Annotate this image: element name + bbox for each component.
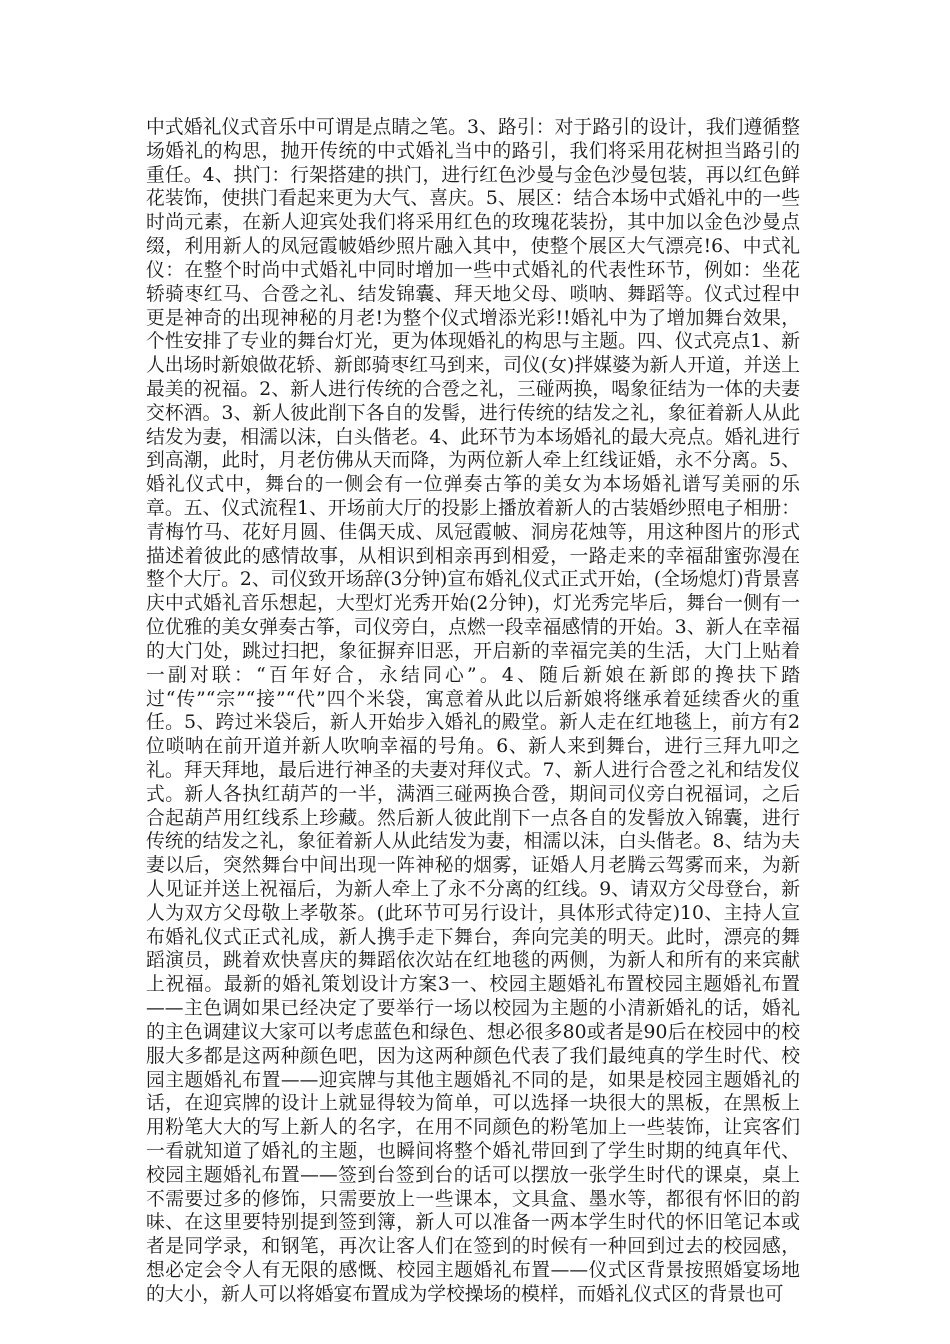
body-text: 中式婚礼仪式音乐中可谓是点睛之笔。3、路引：对于路引的设计，我们遵循整场婚礼的构思，抛开传统的中式婚礼当中的路引，我们将采用花树担当路引的重任。4、拱门：行架搭建的拱门，进行红色沙曼与金色沙曼包装，再以红色鲜花装饰，使拱门看起来更为大气、喜庆。5、展区：结合本场中式婚礼中的一些时尚元素，在新人迎宾处我们将采用红色的玫瑰花装扮，其中加以金色沙曼点缀，利用新人的凤冠霞帔婚纱照片融入其中，使整个展区大气漂亮!6、中式礼仪：在整个时尚中式婚礼中同时增加一些中式婚礼的代表性环节，例如：坐花轿骑枣红马、合卺之礼、结发锦囊、拜天地父母、唢呐、舞蹈等。仪式过程中更是神奇的出现神秘的月老!为整个仪式增添光彩!!婚礼中为了增加舞台效果，个性安排了专业的舞台灯光，更为体现婚礼的构思与主题。四、仪式亮点1、新人出场时新娘做花轿、新郎骑枣红马到来，司仪(女)拌媒婆为新人开道，并送上最美的祝福。2、新人进行传统的合卺之礼，三碰两换，喝象征结为一体的夫妻交杯酒。3、新人彼此削下各自的发髻，进行传统的结发之礼，象征着新人从此结发为妻，相濡以沫，白头偕老。4、此环节为本场婚礼的最大亮点。婚礼进行到高潮，此时，月老仿佛从天而降，为两位新人牵上红线证婚，永不分离。5、婚礼仪式中，舞台的一侧会有一位弹奏古筝的美女为本场婚礼谱写美丽的乐章。五、仪式流程1、开场前大厅的投影上播放着新人的古装婚纱照电子相册：青梅竹马、花好月圆、佳偶天成、凤冠霞帔、洞房花烛等，用这种图片的形式描述着彼此的感情故事，从相识到相亲再到相爱，一路走来的幸福甜蜜弥漫在整个大厅。2、司仪致开场辞(3分钟)宣布婚礼仪式正式开始，(全场熄灯)背景喜庆中式婚礼音乐想起，大型灯光秀开始(2分钟)，灯光秀完毕后，舞台一侧有一位优雅的美女弹奏古筝，司仪旁白，点燃一段幸福感情的开始。3、新人在幸福的大门处，跳过扫把，象征摒弃旧恶，开启新的幸福完美的生活，大门上贴着一副对联：“百年好合，永结同心”。4、随后新娘在新郎的搀扶下踏过“传”“宗”“接”“代”四个米袋，寓意着从此以后新娘将继承着延续香火的重任。5、跨过米袋后，新人开始步入婚礼的殿堂。新人走在红地毯上，前方有2位唢呐在前开道并新人吹响幸福的号角。6、新人来到舞台，进行三拜九叩之礼。拜天拜地，最后进行神圣的夫妻对拜仪式。7、新人进行合卺之礼和结发仪式。新人各执红葫芦的一半，满酒三碰两换合卺，期间司仪旁白祝福词，之后合起葫芦用红线系上珍藏。然后新人彼此削下一点各自的发髻放入锦囊，进行传统的结发之礼，象征着新人从此结发为妻，相濡以沫，白头偕老。8、结为夫妻以后，突然舞台中间出现一阵神秘的烟雾，证婚人月老腾云驾雾而来，为新人见证并送上祝福后，为新人牵上了永不分离的红线。9、请双方父母登台，新人为双方父母敬上孝敬茶。(此环节可另行设计，具体形式待定)10、主持人宣布婚礼仪式正式礼成，新人携手走下舞台，奔向完美的明天。此时，漂亮的舞蹈演员，跳着欢快喜庆的舞蹈依次站在红地毯的两侧，为新人和所有的来宾献上祝福。最新的婚礼策划设计方案3一、校园主题婚礼布置校园主题婚礼布置——主色调如果已经决定了要举行一场以校园为主题的小清新婚礼的话，婚礼的主色调建议大家可以考虑蓝色和绿色、想必很多80或者是90后在校园中的校服大多都是这两种颜色吧，因为这两种颜色代表了我们最纯真的学生时代、校园主题婚礼布置——迎宾牌与其他主题婚礼不同的是，如果是校园主题婚礼的话，在迎宾牌的设计上就显得较为简单，可以选择一块很大的黑板，在黑板上用粉笔大大的写上新人的名字，在用不同颜色的粉笔加上一些装饰，让宾客们一看就知道了婚礼的主题，也瞬间将整个婚礼带回到了学生时期的纯真年代、校园主题婚礼布置——签到台签到台的话可以摆放一张学生时代的课桌，桌上不需要过多的修饰，只需要放上一些课本，文具盒、墨水等，都很有怀旧的韵味、在这里要特别提到签到簿，新人可以准备一两本学生时代的怀旧笔记本或者是同学录，和钢笔，再次让客人们在签到的时候有一种回到过去的校园感，想必定会令人有无限的感慨、校园主题婚礼布置——仪式区背景按照婚宴场地的大小，新人可以将婚宴布置成为学校操场的模样，而婚礼仪式区的背景也可 — [146, 117, 800, 1305]
